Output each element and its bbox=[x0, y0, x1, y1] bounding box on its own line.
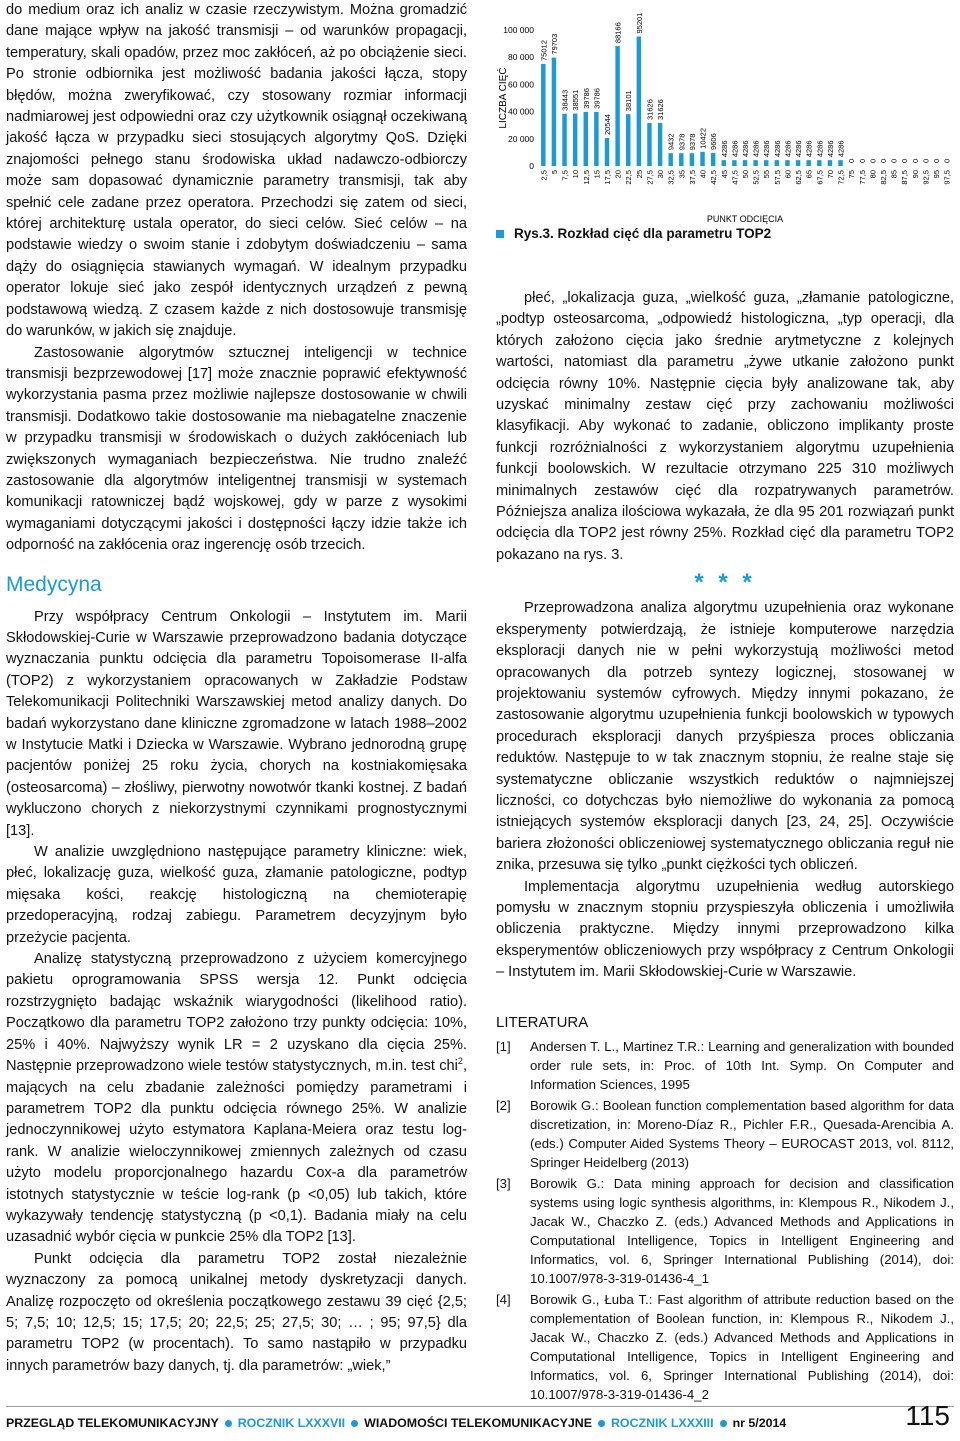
x-tick-label: 60 bbox=[783, 170, 793, 179]
data-label: 9606 bbox=[709, 133, 719, 150]
data-label: 9432 bbox=[666, 133, 676, 151]
x-tick-label: 65 bbox=[804, 170, 814, 179]
paragraph: płeć, „lokalizacja guza, „wielkość guza, „złamanie patologiczne, „podtyp osteosarcoma, „odpowiedź histologiczna, „typ operacji, dla których założono cięcia jako średnie arytmetyczne z kolejnych wartości, natomiast dla parametru „żywe utkanie założono punkt odcięcia równy 10%. Następnie cięcia były analizowane tak, aby uzyskać minimalny zestaw cięć przy zachowaniu możliwości klasyfikacji. Aby wykonać to zadanie, obliczono implikanty proste funkcji rozróżnialności z wykorzystaniem algorytmu uzupełnienia funkcji boolowskich. W rezultacie otrzymano 225 310 możliwych minimalnych zestawów cięć dla rozpatrywanych parametrów. Późniejsza analiza ilościowa wykazała, że dla 95 201 rozwiązań punkt odcięcia dla TOP2 jest równy 25%. Rozkład cięć dla parametru TOP2 pokazano na rys. 3. bbox=[496, 290, 954, 563]
data-label: 0 bbox=[847, 158, 857, 163]
page-footer bbox=[6, 1400, 954, 1434]
bar bbox=[775, 160, 779, 166]
data-label: 38443 bbox=[560, 89, 570, 111]
x-tick-label: 12,5 bbox=[581, 170, 591, 185]
x-tick-label: 97,5 bbox=[942, 170, 952, 185]
footer-dot-icon bbox=[351, 1420, 358, 1427]
bar bbox=[764, 160, 768, 166]
left-column bbox=[6, 0, 467, 1377]
data-label: 20544 bbox=[603, 114, 612, 136]
reference-number: [2] bbox=[496, 1098, 511, 1113]
bar bbox=[732, 160, 736, 166]
y-tick-label: 40 000 bbox=[508, 106, 534, 117]
section-separator-stars: * * * bbox=[694, 569, 756, 597]
data-label: 0 bbox=[868, 158, 878, 163]
x-tick-label: 52,5 bbox=[751, 170, 761, 185]
paragraph bbox=[6, 949, 467, 1249]
bar bbox=[817, 160, 821, 166]
x-tick-label: 92,5 bbox=[921, 170, 931, 185]
data-label: 31626 bbox=[656, 99, 666, 120]
footer-volume-2: ROCZNIK LXXXIII bbox=[610, 1416, 714, 1430]
x-tick-label: 57,5 bbox=[772, 170, 782, 185]
data-label: 38551 bbox=[571, 89, 581, 111]
reference-item bbox=[496, 1290, 954, 1404]
x-tick-label: 2,5 bbox=[539, 170, 549, 181]
bar bbox=[573, 114, 577, 166]
x-tick-label: 72,5 bbox=[836, 170, 846, 185]
reference-number: [3] bbox=[496, 1176, 511, 1191]
bar bbox=[700, 152, 704, 166]
x-tick-label: 87,5 bbox=[900, 170, 910, 185]
page-number: 115 bbox=[905, 1400, 950, 1431]
paragraph-part: Analizę statystyczną przeprowadzono z użyciem komercyjnego pakietu oprogramowania SPSS wersja 12. Punkt odcięcia rozstrzygnięto badając wskaźnik wiarygodności (likelihood ratio). Początkowo dla parametru TOP2 założono trzy punkty odcięcia: 10%, 25% i 40%. Najwyższy wynik LR = 2 uzyskano dla cięcia 25%. Następnie przeprowadzono wiele testów statystycznych, m.in. test chi bbox=[6, 951, 467, 1075]
data-label: 4286 bbox=[794, 140, 804, 158]
reference-number: [1] bbox=[496, 1039, 511, 1054]
data-label: 4286 bbox=[762, 140, 772, 158]
x-tick-label: 37,5 bbox=[687, 170, 697, 185]
data-label: 4286 bbox=[751, 140, 761, 158]
x-tick-label: 25 bbox=[634, 170, 644, 179]
x-tick-label: 22,5 bbox=[624, 170, 634, 185]
bar bbox=[838, 160, 842, 166]
reference-number: [4] bbox=[496, 1292, 511, 1307]
footer-dot-icon bbox=[225, 1420, 232, 1427]
footer-divider bbox=[6, 1406, 954, 1407]
data-label: 4286 bbox=[719, 140, 729, 158]
x-axis-label: PUNKT ODCIĘCIA bbox=[706, 214, 784, 224]
bar bbox=[626, 114, 630, 166]
data-label: 39786 bbox=[581, 88, 591, 109]
x-tick-label: 7,5 bbox=[560, 170, 570, 181]
data-label: 0 bbox=[879, 158, 888, 163]
data-label: 4286 bbox=[783, 140, 793, 158]
data-label: 4286 bbox=[772, 140, 782, 158]
x-tick-label: 45 bbox=[719, 170, 729, 179]
y-tick-label: 20 000 bbox=[508, 133, 534, 144]
data-label: 0 bbox=[889, 158, 899, 163]
data-label: 95201 bbox=[634, 12, 644, 34]
bar bbox=[743, 160, 747, 166]
data-label: 4286 bbox=[741, 140, 750, 158]
x-tick-label: 47,5 bbox=[730, 170, 740, 185]
paragraph: Przy współpracy Centrum Onkologii – Instytutem im. Marii Skłodowskiej-Curie w Warszawie przeprowadzono badania dotyczące wyznaczania punktu odcięcia dla parametru Topoisomerase II-alfa (TOP2) z wykorzystaniem opracowanych w Zakładzie Podstaw Telekomunikacji Politechniki Warszawskiej metod analizy danych. Do badań wykorzystano dane kliniczne zgromadzone w latach 1988–2002 w Instytucie Matki i Dziecka w Warszawie. Wybrano jednorodną grupę pacjentów poniżej 25 roku życia, chorych na kostniakomięsaka (osteosarcoma) – złośliwy, pierwotny nowotwór tkanki kostnej. Z badań wykluczono chorych z niekorzystnymi czynnikami prognostycznymi [13]. bbox=[6, 608, 467, 839]
bar bbox=[796, 160, 800, 166]
y-tick-label: 0 bbox=[529, 161, 534, 171]
right-column bbox=[496, 288, 954, 1406]
bar bbox=[541, 64, 545, 166]
bar bbox=[552, 58, 556, 166]
x-tick-label: 95 bbox=[932, 170, 942, 179]
data-label: 4286 bbox=[730, 140, 740, 158]
y-axis-label: LICZBA CIĘĆ bbox=[498, 67, 509, 129]
bar-chart bbox=[496, 0, 956, 228]
x-tick-label: 67,5 bbox=[815, 170, 825, 185]
bar bbox=[806, 160, 810, 166]
x-tick-label: 20 bbox=[613, 170, 623, 179]
bar bbox=[711, 153, 715, 166]
paragraph: do medium oraz ich analiz w czasie rzeczywistym. Można gromadzić dane mające wpływ na jakość transmisji – od warunków propagacji, temperatury, skali opadów, przez moc zakłóceń, aż po obciążenie sieci. Po stronie odbiornika jest możliwość badania jakości łącza, stopy błędów, można zweryfikować, czy stosowany rozmiar informacji nadmiarowej jest odpowiedni oraz czy użytkownik osiągnął oczekiwaną jakość łącza w przypadku sieci stosujących algorytmy QoS. Dzięki znajomości pełnego stanu środowiska układ nadawczo-odbiorczy może sam dopasować dynamicznie parametry transmisji, tak aby spełnić cele zadane przez operatora. Przechodzi się zatem od sieci, której architekturę ustala operator, do sieci celów. Sieć celów – na podstawie wiedzy o swoim stanie i zdobytym doświadczeniu – sama dąży do osiągnięcia stawianych wymagań. W idealnym przypadku operator lokuje sieć jako zespół identycznych urządzeń z pewną podstawową wiedzą. Z czasem każde z nich dostosowuje transmisję do warunków, w jakich się znajduje. bbox=[6, 2, 467, 340]
figure-caption bbox=[496, 226, 771, 241]
data-label: 0 bbox=[921, 158, 931, 163]
paragraph: Przeprowadzona analiza algorytmu uzupełnienia oraz wykonane eksperymenty potwierdzają, że istnieje komputerowe narzędzia eksploracji danych nie w pełni wykorzystują możliwości metod opracowanych dla potrzeb syntezy logicznej, stosowanej w projektowaniu systemów cyfrowych. Między innymi pokazano, że zastosowanie algorytmu uzupełnienia funkcji boolowskich w typowych procedurach eksploracji danych przyśpiesza proces obliczania reduktów. Następuje to w tak znacznym stopniu, że realne staje się systematyczne obliczanie wszystkich reduktów o najmniejszej liczności, co dotychczas było niemożliwe do wykonania za pomocą istniejących systemów eksploracji danych [23, 24, 25]. Oczywiście bariera złożoności obliczeniowej systematycznego obliczania reguł nie znika, przesuwa się tylko „punkt ciężkości tych obliczeń. bbox=[496, 600, 954, 874]
data-label: 4286 bbox=[825, 140, 835, 158]
paragraph: W analizie uwzględniono następujące parametry kliniczne: wiek, płeć, lokalizację guza, wielkość guza, złamanie patologiczne, podtyp mięsaka kości, reakcję histologiczną na chemioterapię przedoperacyjną, rodzaj zabiegu. Parametrem decyzyjnym było przeżycie pacjenta. bbox=[6, 844, 467, 946]
bar bbox=[753, 160, 757, 166]
data-label: 0 bbox=[942, 158, 952, 163]
bar bbox=[615, 46, 619, 166]
data-label: 4286 bbox=[836, 140, 846, 158]
data-label: 38101 bbox=[624, 90, 634, 112]
footer-dot-icon bbox=[598, 1420, 605, 1427]
x-tick-label: 62,5 bbox=[794, 170, 804, 185]
bar bbox=[637, 37, 641, 166]
bar bbox=[668, 153, 672, 166]
data-label: 0 bbox=[900, 158, 910, 163]
footer-dot-icon bbox=[720, 1420, 727, 1427]
x-tick-label: 90 bbox=[910, 170, 920, 179]
x-tick-label: 5 bbox=[549, 170, 559, 175]
x-tick-label: 15 bbox=[592, 170, 602, 179]
data-label: 4286 bbox=[804, 140, 814, 158]
x-tick-label: 80 bbox=[868, 170, 878, 179]
x-tick-label: 10 bbox=[571, 170, 581, 179]
x-tick-label: 27,5 bbox=[645, 170, 655, 185]
data-label: 0 bbox=[932, 158, 942, 163]
x-tick-label: 75 bbox=[847, 170, 857, 179]
caption-bullet-icon bbox=[496, 230, 504, 238]
footer-issue: nr 5/2014 bbox=[732, 1416, 787, 1430]
bar bbox=[584, 112, 588, 166]
bar bbox=[605, 138, 609, 166]
data-label: 88166 bbox=[613, 22, 623, 44]
x-tick-label: 35 bbox=[677, 170, 687, 179]
bar bbox=[647, 123, 651, 166]
data-label: 39786 bbox=[592, 88, 602, 109]
x-tick-label: 77,5 bbox=[857, 170, 867, 185]
data-label: 9378 bbox=[687, 133, 697, 151]
reference-item bbox=[496, 1096, 954, 1172]
data-label: 75012 bbox=[539, 40, 549, 61]
bar bbox=[828, 160, 832, 166]
data-label: 0 bbox=[910, 158, 920, 163]
x-tick-label: 32,5 bbox=[666, 170, 676, 185]
reference-item bbox=[496, 1037, 954, 1094]
reference-text: Borowik G., Łuba T.: Fast algorithm of attribute reduction based on the complementation of Boolean function, in: Klempous R., Nikodem J., Jacak W., Chaczko Z. (eds.) Advanced Methods and Applications in Computational Intelligence, Topics in Intelligent Engineering and Informatics, vol. 6, Springer International Publishing (2014), doi: 10.1007/978-3-319-01436-4_2 bbox=[530, 1292, 954, 1402]
reference-text: Borowik G.: Boolean function complementation based algorithm for data discretization, in: Moreno-Díaz R., Pichler F.R., Quesada-Arencibia A. (eds.) Computer Aided Systems Theory – EUROCAST 2013, vol. 8112, Springer Heidelberg (2013) bbox=[530, 1098, 954, 1170]
y-tick-label: 60 000 bbox=[508, 79, 534, 90]
data-label: 31626 bbox=[645, 99, 655, 120]
y-tick-label: 80 000 bbox=[508, 52, 534, 63]
x-tick-label: 70 bbox=[825, 170, 835, 179]
footer-journal-1: PRZEGLĄD TELEKOMUNIKACYJNY bbox=[6, 1416, 219, 1430]
x-tick-label: 82,5 bbox=[879, 170, 888, 185]
x-tick-label: 50 bbox=[741, 170, 750, 179]
bar bbox=[722, 160, 726, 166]
bar bbox=[594, 112, 598, 166]
x-tick-label: 55 bbox=[762, 170, 772, 179]
references-title: LITERATURA bbox=[496, 1013, 589, 1031]
footer-journal-2: WIADOMOŚCI TELEKOMUNIKACYJNE bbox=[364, 1416, 592, 1430]
figure-chart bbox=[496, 0, 956, 228]
reference-text: Borowik G.: Data mining approach for decision and classification systems using logic synthesis algorithms, in: Klempous R., Nikodem J., Jacak W., Chaczko Z. (eds.) Advanced Methods and Applications in Computational Intelligence, Topics in Intelligent Engineering and Informatics, vol. 6, Springer International Publishing (2014), doi: 10.1007/978-3-319-01436-4_1 bbox=[530, 1176, 954, 1286]
data-label: 9378 bbox=[677, 133, 687, 151]
caption-text: Rys.3. Rozkład cięć dla parametru TOP2 bbox=[514, 226, 772, 241]
footer-volume-1: ROCZNIK LXXXVII bbox=[237, 1416, 346, 1430]
y-tick-label: 100 000 bbox=[503, 25, 534, 35]
x-tick-label: 85 bbox=[889, 170, 899, 179]
bar bbox=[562, 114, 566, 166]
data-label: 4286 bbox=[815, 140, 825, 158]
data-label: 79703 bbox=[549, 33, 559, 55]
x-tick-label: 40 bbox=[698, 170, 708, 179]
bar bbox=[679, 153, 683, 166]
x-tick-label: 17,5 bbox=[603, 170, 612, 185]
data-label: 0 bbox=[857, 158, 867, 163]
paragraph: Zastosowanie algorytmów sztucznej inteligencji w technice transmisji bezprzewodowej [17] może znacznie poprawić efektywność wykorzystania pasma przez możliwie najlepsze dostosowanie w chwili transmisji. Dodatkowo takie dostosowanie ma niebagatelne znaczenie w przypadku transmisji w środowiskach o dużych zakłóceniach lub zwiększonych wymaganiach bezpieczeństwa. Nie trudno znaleźć zastosowanie dla algorytmów inteligentnej transmisji w systemach komunikacji ratowniczej bądź wojskowej, gdy w parze z wysokimi wymaganiami dotyczącymi jakości i dostępności łączy idzie także ich odporność na zakłócenia oraz ingerencję osób trzecich. bbox=[6, 344, 467, 554]
paragraph-part: , mających na celu zbadanie zależności pomiędzy parametrami i parametrem TOP2 dla punktu odcięcia równego 25%. W analizie jednoczynnikowej użyto estymatora Kaplana-Meiera oraz testu log-rank. W analizie wieloczynnikowej zmiennych zależnych od czasu użyto modelu proporcjonalnego hazardu Cox-a dla parametrów istotnych statystycznie w teście log-rank (p <0,05) lub takich, które wykazywały tendencję statystyczną (p <0,1). Badania miały na celu uzasadnić wybór cięcia w punkcie 25% dla TOP2 [13]. bbox=[6, 1058, 467, 1246]
bar bbox=[785, 160, 789, 166]
superscript: 2 bbox=[457, 1056, 463, 1067]
data-label: 10422 bbox=[698, 127, 708, 149]
bar bbox=[690, 153, 694, 166]
x-tick-label: 42,5 bbox=[709, 170, 719, 185]
section-title-medycyna: Medycyna bbox=[6, 572, 102, 596]
reference-item bbox=[496, 1174, 954, 1288]
x-tick-label: 30 bbox=[656, 170, 666, 179]
paragraph: Punkt odcięcia dla parametru TOP2 został niezależnie wyznaczony za pomocą unikalnej metody dyskretyzacji danych. Analizę rozpoczęto od określenia początkowego zestawu 39 cięć {2,5; 5; 7,5; 10; 12,5; 15; 17,5; 20; 22,5; 25; 27,5; 30; … ; 95; 97,5} dla parametru TOP2 (w procentach). To samo nastąpiło w przypadku innych parametrów bazy danych, tj. dla parametrów: „wiek,” bbox=[6, 1250, 467, 1374]
bar bbox=[658, 123, 662, 166]
paragraph: Implementacja algorytmu uzupełnienia według autorskiego pomysłu w znacznym stopniu przyspieszyła obliczenia i umożliwiła obliczenia praktyczne. Między innymi przeprowadzono kilka eksperymentów obliczeniowych przy współpracy z Centrum Onkologii – Instytutem im. Marii Skłodowskiej-Curie w Warszawie. bbox=[496, 878, 954, 981]
reference-text: Andersen T. L., Martinez T.R.: Learning and generalization with bounded order rule sets, in: Proc. of 10th Int. Symp. On Computer and Information Sciences, 1995 bbox=[530, 1039, 954, 1092]
